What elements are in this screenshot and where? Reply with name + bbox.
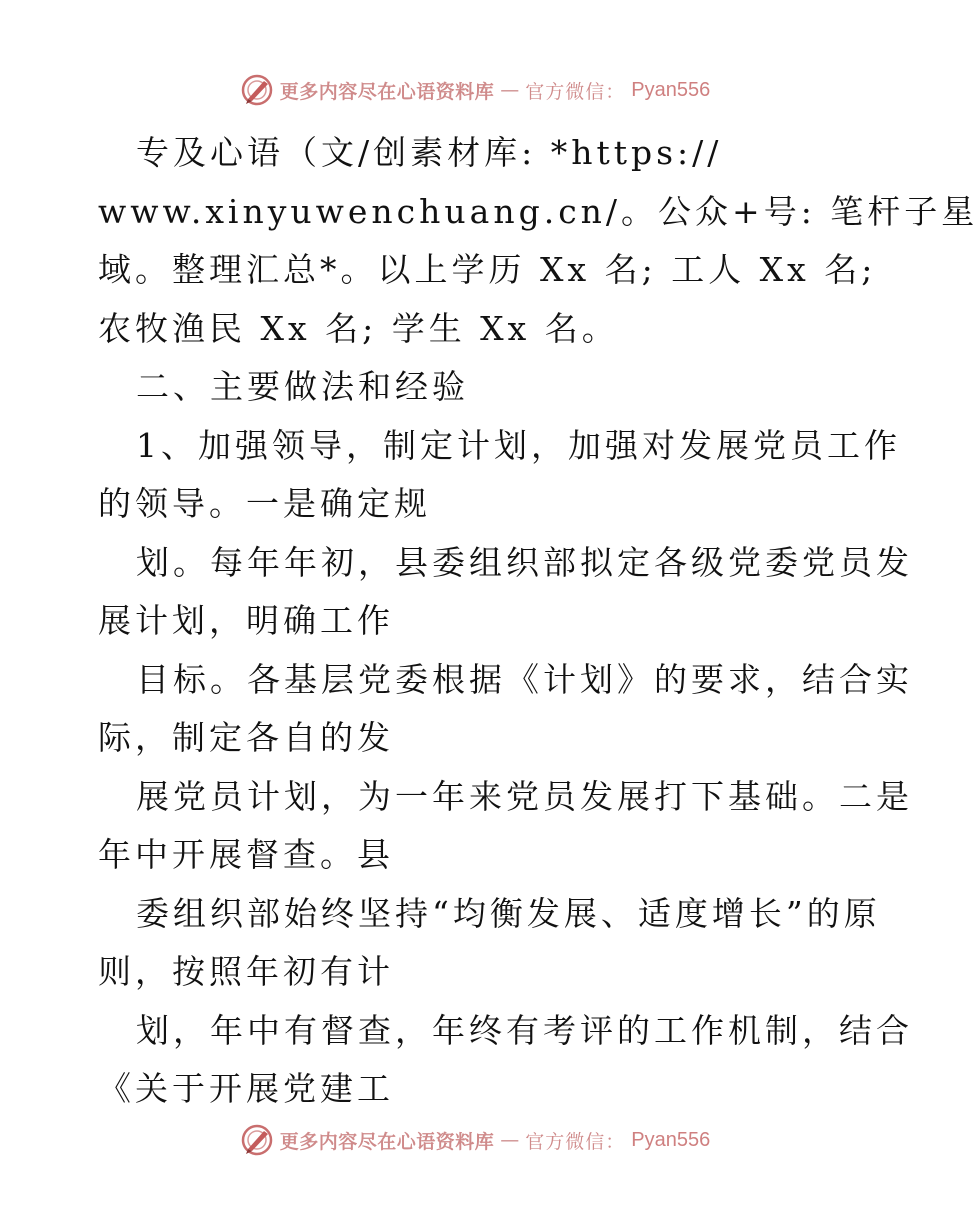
body-line: 委组织部始终坚持“均衡发展、适度增长”的原 bbox=[136, 893, 881, 933]
header-banner bbox=[0, 70, 950, 110]
header-wechat-account: Pyan556 bbox=[631, 78, 711, 101]
body-line: 专及心语（文/创素材库: *https:// bbox=[136, 133, 723, 172]
body-line: 展党员计划，为一年来党员发展打下基础。二是 bbox=[136, 776, 913, 816]
body-line: 域。整理汇总*。以上学历 Xx 名; 工人 Xx 名; bbox=[98, 250, 877, 289]
body-line: www.xinyuwenchuang.cn/。公众+号: 笔杆子星 bbox=[98, 191, 978, 231]
section-heading: 二、主要做法和经验 bbox=[136, 367, 469, 406]
body-line: 《关于开展党建工 bbox=[98, 1069, 394, 1108]
footer-dash: — bbox=[500, 1129, 520, 1151]
header-slogan: 更多内容尽在心语资料库 bbox=[279, 80, 495, 103]
body-line: 则，按照年初有计 bbox=[98, 952, 394, 991]
body-line: 划，年中有督查，年终有考评的工作机制，结合 bbox=[136, 1010, 913, 1050]
body-line: 1、加强领导，制定计划，加强对发展党员工作 bbox=[136, 425, 901, 465]
pen-logo-icon bbox=[240, 1123, 274, 1157]
footer-wechat-account: Pyan556 bbox=[631, 1128, 711, 1151]
body-line: 展计划，明确工作 bbox=[98, 601, 394, 640]
body-line: 目标。各基层党委根据《计划》的要求，结合实 bbox=[136, 659, 913, 699]
body-line: 年中开展督查。县 bbox=[98, 835, 394, 874]
body-line: 农牧渔民 Xx 名; 学生 Xx 名。 bbox=[98, 308, 619, 348]
header-dash: — bbox=[500, 79, 520, 101]
body-line: 划。每年年初，县委组织部拟定各级党委党员发 bbox=[136, 542, 913, 582]
footer-banner-content bbox=[240, 1123, 711, 1157]
pen-logo-icon bbox=[240, 73, 274, 107]
footer-slogan: 更多内容尽在心语资料库 bbox=[279, 1130, 495, 1153]
footer-wechat-label: 官方微信： bbox=[525, 1130, 626, 1153]
footer-banner bbox=[0, 1120, 950, 1160]
header-banner-content bbox=[240, 73, 711, 107]
header-wechat-label: 官方微信： bbox=[525, 80, 626, 103]
body-line: 的领导。一是确定规 bbox=[98, 484, 431, 523]
document-body bbox=[98, 124, 978, 1119]
body-line: 际，制定各自的发 bbox=[98, 718, 394, 757]
